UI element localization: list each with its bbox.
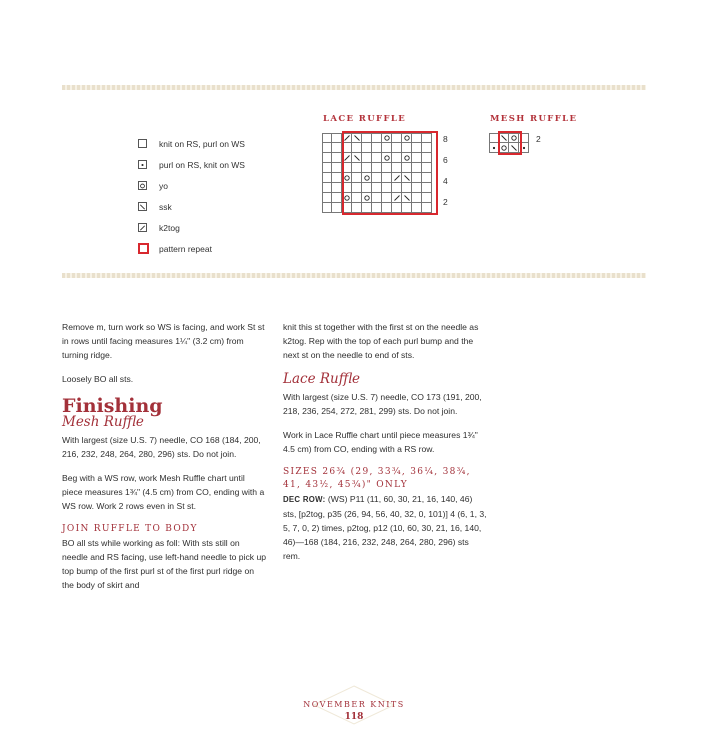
knit-stitch-cell [322, 133, 332, 143]
legend-label: yo [159, 180, 168, 191]
lace-ruffle-heading: Lace Ruffle [283, 371, 361, 387]
knit-stitch-cell [332, 133, 342, 143]
knit-stitch-cell [322, 153, 332, 163]
mesh-pattern-repeat-box [498, 131, 522, 155]
mesh-row-label: 2 [536, 134, 541, 144]
lace-ruffle-chart-title: LACE RUFFLE [323, 114, 407, 124]
paragraph: BO all sts while working as foll: With sts still on needle and RS facing, use left-hand needle to pick up top bump of the first purl st of the first purl ridge on the body of skirt and [62, 538, 267, 590]
legend-label: purl on RS, knit on WS [159, 159, 245, 170]
mesh-ruffle-chart-title: MESH RUFFLE [490, 114, 578, 124]
decorative-band-top [62, 85, 646, 90]
lace-row-label: 2 [443, 197, 448, 207]
legend-item-repeat [138, 238, 245, 259]
join-ruffle-heading: JOIN RUFFLE TO BODY [62, 524, 198, 534]
right-text-column [283, 320, 488, 573]
knit-stitch-cell [322, 183, 332, 193]
legend-label: knit on RS, purl on WS [159, 138, 245, 149]
paragraph: Beg with a WS row, work Mesh Ruffle chart until piece measures 1¾" (4.5 cm) from CO, ending with a WS row. Work 2 rows even in St st. [62, 473, 265, 511]
left-text-column [62, 320, 267, 602]
yo-symbol-icon [138, 181, 147, 190]
knit-stitch-cell [332, 203, 342, 213]
legend-item-ssk [138, 196, 245, 217]
legend-item-purl [138, 154, 245, 175]
lace-row-label: 8 [443, 134, 448, 144]
knit-stitch-cell [332, 173, 342, 183]
knit-stitch-cell [332, 143, 342, 153]
paragraph: Loosely BO all sts. [62, 374, 134, 384]
paragraph: Work in Lace Ruffle chart until piece measures 1¾" 4.5 cm) from CO, ending with a RS row. [283, 430, 478, 454]
mesh-ruffle-heading: Mesh Ruffle [62, 414, 144, 430]
knit-stitch-cell [332, 183, 342, 193]
purl-symbol-icon [138, 160, 147, 169]
paragraph: knit this st together with the first st on the needle as k2tog. Rep with the top of each purl bump and the next st on the needle to end of sts. [283, 322, 479, 360]
pattern-repeat-icon [138, 243, 149, 254]
lace-pattern-repeat-box [342, 131, 438, 215]
lace-row-label: 6 [443, 155, 448, 165]
knit-stitch-cell [332, 193, 342, 203]
dec-row-paragraph [283, 492, 488, 563]
footer-book-title: NOVEMBER KNITS [303, 700, 405, 709]
knit-stitch-cell [322, 193, 332, 203]
chart-key [138, 133, 245, 259]
sizes-heading: SIZES 26¾ (29, 33¾, 36¼, 38¾, 41, 43½, 45¾)" ONLY [283, 467, 471, 490]
paragraph: With largest (size U.S. 7) needle, CO 168 (184, 200, 216, 232, 248, 264, 280, 296) sts. Do not join. [62, 435, 261, 459]
ssk-symbol-icon [138, 202, 147, 211]
dec-row-label: DEC ROW: [283, 495, 326, 504]
decorative-band-bottom [62, 273, 646, 278]
page-number: 118 [344, 712, 364, 722]
knit-stitch-cell [322, 203, 332, 213]
lace-row-label: 4 [443, 176, 448, 186]
knit-stitch-cell [322, 163, 332, 173]
legend-label: ssk [159, 201, 172, 212]
k2tog-symbol-icon [138, 223, 147, 232]
dec-row-text: (WS) P11 (11, 60, 30, 21, 16, 140, 46) sts, [p2tog, p35 (26, 94, 56, 40, 32, 0, 101)] 4 (6, 1, 3, 5, 7, 0, 2) times, p2tog, p12 (10, 60, 30, 21, 16, 140, 46)—168 (184, 216, 232, 248, 264, 280, 296) sts rem. [283, 494, 487, 561]
knit-stitch-cell [332, 153, 342, 163]
knit-stitch-cell [322, 173, 332, 183]
legend-item-yo [138, 175, 245, 196]
knit-symbol-icon [138, 139, 147, 148]
paragraph: With largest (size U.S. 7) needle, CO 173 (191, 200, 218, 236, 254, 272, 281, 299) sts. Do not join. [283, 392, 482, 416]
legend-item-k2tog [138, 217, 245, 238]
knit-stitch-cell [322, 143, 332, 153]
legend-label: pattern repeat [159, 243, 212, 254]
legend-item-knit [138, 133, 245, 154]
paragraph: Remove m, turn work so WS is facing, and work St st in rows until facing measures 1¼" (3.2 cm) from turning ridge. [62, 322, 265, 360]
legend-label: k2tog [159, 222, 180, 233]
finishing-heading: Finishing [62, 395, 163, 417]
knit-stitch-cell [332, 163, 342, 173]
